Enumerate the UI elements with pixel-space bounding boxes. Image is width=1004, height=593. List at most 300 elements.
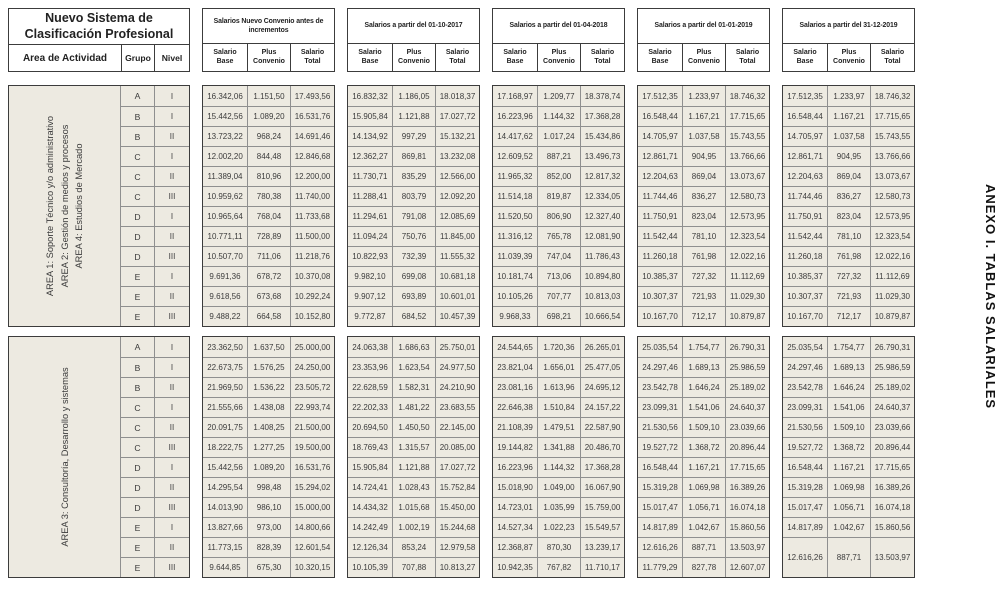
salary-cell: 24.695,12 [580,377,624,397]
salary-cell: 16.389,26 [870,477,914,497]
salary-cell: 19.144,82 [493,437,537,457]
grupo-cell: A [134,342,141,352]
salary-cell: 23.362,50 [207,342,243,352]
salary-cell: 17.715,65 [725,457,769,477]
salary-cell: 1.720,36 [537,337,580,357]
salary-cell: 11.710,17 [580,557,624,577]
salary-cell: 19.527,72 [783,437,827,457]
salary-cell: 16.342,06 [207,91,243,101]
salary-cell: 11.260,18 [638,246,682,266]
salary-cell: 10.879,87 [725,306,769,326]
salary-cell: 22.646,38 [493,397,537,417]
salary-cell: 15.442,56 [203,457,247,477]
salary-cell: 1.368,72 [682,437,725,457]
nivel-cell: II [154,166,189,186]
salary-cell: 12.204,63 [638,166,682,186]
salary-cell: 684,52 [392,306,435,326]
salary-cell: 727,32 [827,266,870,286]
salary-cell: 1.028,43 [392,477,435,497]
salary-cell: 13.503,97 [870,537,914,577]
salary-cell: 1.541,06 [682,397,725,417]
salary-cell: 819,87 [537,186,580,206]
salary-cell: 803,79 [392,186,435,206]
salary-cell: 14.434,32 [348,497,392,517]
salary-cell: 15.017,47 [638,497,682,517]
salary-cell: 1.582,31 [392,377,435,397]
salary-cell: 12.368,87 [493,537,537,557]
salary-cell: 11.786,43 [580,246,624,266]
salary-cell: 11.542,44 [783,226,827,246]
salary-cell: 16.548,44 [783,106,827,126]
salary-cell: 16.074,18 [870,497,914,517]
salary-cell: 711,06 [247,246,290,266]
classification-header-box [8,8,190,72]
salary-cell: 1.315,57 [392,437,435,457]
salary-cell: 14.295,54 [203,477,247,497]
grupo-cell: B [121,106,154,126]
salary-cell: 712,17 [827,306,870,326]
salary-cell: 16.548,44 [638,457,682,477]
salary-cell: 21.555,66 [203,397,247,417]
area-label [11,88,119,324]
salary-cell: 712,17 [682,306,725,326]
salary-cell: 10.152,80 [290,306,334,326]
salary-cell: 1.656,01 [537,357,580,377]
salary-cell: 1.035,99 [537,497,580,517]
salary-cell: 1.646,24 [682,377,725,397]
salary-cell: 1.481,22 [392,397,435,417]
salary-cell: 1.438,08 [247,397,290,417]
salary-cell: 9.644,85 [203,557,247,577]
salary-cell: 12.580,73 [725,186,769,206]
salary-group-title: Salarios Nuevo Convenio antes de incrementos [203,9,334,44]
salary-cell: 15.294,02 [290,477,334,497]
salary-group-table [782,85,915,327]
salary-group-subheader [348,44,479,71]
salary-cell: 15.752,84 [435,477,479,497]
salary-cell: 21.108,39 [493,417,537,437]
salary-cell: 20.091,75 [203,417,247,437]
salary-cell: 1.686,63 [392,337,435,357]
salary-cell: 870,30 [537,537,580,557]
salary-cell: 24.297,46 [783,357,827,377]
salary-cell: 12.022,16 [870,246,914,266]
salary-cell: 16.067,90 [580,477,624,497]
area-label-cell [9,337,121,577]
salary-cell: 21.530,56 [638,417,682,437]
salary-cell: 9.691,36 [203,266,247,286]
salary-cell: 1.049,00 [537,477,580,497]
grupo-cell: B [121,126,154,146]
nivel-cell: II [154,537,189,557]
salary-cell: 17.715,65 [870,457,914,477]
salary-cell: 869,04 [682,166,725,186]
salary-cell: 698,21 [537,306,580,326]
table-header-row [8,8,1004,72]
salary-cell: 761,98 [682,246,725,266]
salary-cell: 17.715,65 [870,106,914,126]
salary-cell: 12.609,52 [493,146,537,166]
salary-cell: 10.822,93 [348,246,392,266]
salary-cell: 21.500,00 [290,417,334,437]
salary-cell: 14.817,89 [783,517,827,537]
salary-cell: 10.292,24 [290,286,334,306]
nivel-cell: I [154,266,189,286]
salary-cell: 707,77 [537,286,580,306]
salary-cell: 19.527,72 [638,437,682,457]
salary-cell: 18.378,74 [580,86,624,106]
salary-cell: 806,90 [537,206,580,226]
salary-cell: 15.017,47 [783,497,827,517]
salary-cell: 1.509,10 [827,417,870,437]
salary-cell: 1.623,54 [392,357,435,377]
salary-cell: 853,24 [392,537,435,557]
salary-cell: 18.769,43 [348,437,392,457]
salary-cell: 1.167,21 [827,106,870,126]
salary-cell: 25.986,59 [870,357,914,377]
salary-cell: 765,78 [537,226,580,246]
salary-cell: 15.860,56 [725,517,769,537]
salary-cell: 1.069,98 [827,477,870,497]
salary-cell: 15.860,56 [870,517,914,537]
grupo-cell: E [121,266,154,286]
salary-cell: 869,81 [392,146,435,166]
salary-cell: 1.056,71 [827,497,870,517]
salary-cell: 1.089,20 [247,106,290,126]
nivel-cell: III [154,437,189,457]
salary-cell: 15.319,28 [638,477,682,497]
salary-cell: 1.167,21 [682,106,725,126]
salary-cell: 664,58 [247,306,290,326]
salary-cell: 14.724,41 [348,477,392,497]
salary-cell: 10.813,27 [435,557,479,577]
salary-cell: 836,27 [682,186,725,206]
salary-cell: 852,00 [537,166,580,186]
salary-cell: 968,24 [247,126,290,146]
grupo-cell: C [121,146,154,166]
salary-cell: 16.223,96 [493,457,537,477]
salary-cell: 10.879,87 [870,306,914,326]
salary-cell: 20.896,44 [870,437,914,457]
area-3-table-block [8,336,1004,578]
salary-cell: 22.202,33 [348,397,392,417]
salary-cell: 10.385,37 [638,266,682,286]
salary-cell: 14.134,92 [348,126,392,146]
grupo-cell: D [121,497,154,517]
salary-cell: 24.210,90 [435,377,479,397]
salary-cell: 23.683,55 [435,397,479,417]
salary-cell: 14.417,62 [493,126,537,146]
salary-cell: 16.548,44 [783,457,827,477]
salary-cell: 810,96 [247,166,290,186]
area-label-line: AREA 4: Estudios de Mercado [73,143,84,269]
salary-cell: 1.167,21 [827,457,870,477]
salary-cell: 12.323,54 [725,226,769,246]
salary-cell: 12.200,00 [290,166,334,186]
salary-cell: 12.846,68 [290,146,334,166]
salary-cell: 11.389,04 [203,166,247,186]
column-header-total: Salario Total [580,44,624,71]
classification-title: Nuevo Sistema de Clasificación Profesional [9,9,189,45]
salary-cell: 24.157,22 [580,397,624,417]
salary-cell: 10.307,37 [638,286,682,306]
salary-cell: 25.189,02 [870,377,914,397]
grupo-cell: D [121,477,154,497]
salary-group-table [637,85,770,327]
salary-cell: 1.754,77 [827,337,870,357]
salary-group-title: Salarios a partir del 01-01-2019 [638,9,769,44]
salary-cell: 13.723,22 [203,126,247,146]
salary-cell: 1.022,23 [537,517,580,537]
grupo-cell: E [121,517,154,537]
salary-cell: 16.531,76 [290,457,334,477]
salary-cell: 13.766,66 [870,146,914,166]
salary-cell: 17.715,65 [725,106,769,126]
salary-cell: 11.740,00 [290,186,334,206]
column-header-total: Salario Total [435,44,479,71]
salary-cell: 997,29 [392,126,435,146]
salary-cell: 1.450,50 [392,417,435,437]
salary-cell: 1.613,96 [537,377,580,397]
salary-cell: 781,10 [682,226,725,246]
salary-cell: 13.073,67 [870,166,914,186]
nivel-cell: I [154,397,189,417]
salary-cell: 12.573,95 [870,206,914,226]
area-label-line: AREA 1: Soporte Técnico y/o administrativo [44,115,55,297]
salary-cell: 11.555,32 [435,246,479,266]
salary-cell: 10.813,03 [580,286,624,306]
nivel-cell: III [154,557,189,577]
salary-cell: 9.488,22 [203,306,247,326]
salary-cell: 15.018,90 [493,477,537,497]
salary-group-header-box [782,8,915,72]
salary-group-title: Salarios a partir del 01-04-2018 [493,9,624,44]
salary-cell: 20.085,00 [435,437,479,457]
salary-cell: 973,00 [247,517,290,537]
salary-cell: 1.233,97 [827,86,870,106]
salary-cell: 14.800,66 [290,517,334,537]
salary-cell: 727,32 [682,266,725,286]
salary-cell: 12.002,20 [203,146,247,166]
salary-cell: 732,39 [392,246,435,266]
salary-cell: 15.450,00 [435,497,479,517]
salary-cell: 16.389,26 [725,477,769,497]
column-header-grupo: Grupo [121,45,154,71]
salary-cell: 15.759,00 [580,497,624,517]
column-header-total: Salario Total [290,44,334,71]
salary-cell: 12.323,54 [870,226,914,246]
salary-cell: 14.527,34 [493,517,537,537]
salary-cell: 1.689,13 [682,357,725,377]
column-header-area: Area de Actividad [22,52,108,64]
grupo-cell: D [121,457,154,477]
column-header-base: Salario Base [503,48,527,65]
salary-cell: 23.081,16 [493,377,537,397]
salary-cell: 13.766,66 [725,146,769,166]
salary-cell: 721,93 [682,286,725,306]
salary-cell: 11.316,12 [493,226,537,246]
salary-cell: 12.616,26 [638,537,682,557]
nivel-cell: I [154,357,189,377]
salary-cell: 14.705,97 [783,126,827,146]
salary-cell: 10.181,74 [493,266,537,286]
salary-cell: 10.105,26 [493,286,537,306]
nivel-cell: II [154,477,189,497]
salary-cell: 1.144,32 [537,457,580,477]
salary-cell: 25.035,54 [787,342,823,352]
salary-cell: 1.637,50 [247,337,290,357]
nivel-cell: II [154,126,189,146]
salary-cell: 699,08 [392,266,435,286]
nivel-cell: I [154,517,189,537]
salary-group-table [202,336,335,578]
salary-cell: 780,38 [247,186,290,206]
salary-cell: 22.993,74 [290,397,334,417]
salary-cell: 11.112,69 [870,266,914,286]
salary-cell: 673,68 [247,286,290,306]
salary-cell: 12.601,54 [290,537,334,557]
salary-cell: 18.746,32 [870,86,914,106]
salary-cell: 14.723,01 [493,497,537,517]
salary-cell: 20.694,50 [348,417,392,437]
salary-cell: 11.260,18 [783,246,827,266]
salary-cell: 13.232,08 [435,146,479,166]
grupo-cell: A [134,91,141,101]
salary-cell: 13.073,67 [725,166,769,186]
salary-group-subheader [493,44,624,71]
salary-cell: 12.573,95 [725,206,769,226]
salary-cell: 1.069,98 [682,477,725,497]
nivel-cell: III [154,246,189,266]
salary-cell: 1.186,05 [392,86,435,106]
salary-group-table [637,336,770,578]
salary-cell: 768,04 [247,206,290,226]
salary-group-subheader [203,44,334,71]
salary-cell: 17.493,56 [290,86,334,106]
salary-cell: 21.530,56 [783,417,827,437]
column-header-plus: Plus Convenio [827,44,870,71]
salary-cell: 13.239,17 [580,537,624,557]
salary-cell: 986,10 [247,497,290,517]
salary-cell: 24.063,38 [352,342,388,352]
salary-cell: 22.628,59 [348,377,392,397]
salary-cell: 835,29 [392,166,435,186]
salary-cell: 18.018,37 [435,86,479,106]
salary-cell: 15.434,86 [580,126,624,146]
salary-cell: 12.566,00 [435,166,479,186]
salary-cell: 823,04 [827,206,870,226]
salary-cell: 11.965,32 [493,166,537,186]
salary-cell: 1.017,24 [537,126,580,146]
nivel-cell: II [154,226,189,246]
salary-group-title: Salarios a partir del 31-12-2019 [783,9,914,44]
salary-cell: 1.121,88 [392,106,435,126]
annex-vertical-title: ANEXO I. TABLAS SALARIALES [983,183,998,410]
salary-cell: 1.646,24 [827,377,870,397]
grupo-cell: E [121,537,154,557]
salary-cell: 21.969,50 [203,377,247,397]
salary-cell: 11.112,69 [725,266,769,286]
salary-cell: 761,98 [827,246,870,266]
salary-cell: 869,04 [827,166,870,186]
salary-group-table [492,336,625,578]
salary-cell: 15.743,55 [870,126,914,146]
salary-cell: 14.242,49 [348,517,392,537]
area-1-2-4-table-block [8,85,1004,327]
salary-cell: 15.905,84 [348,457,392,477]
salary-cell: 23.099,31 [783,397,827,417]
salary-cell: 23.542,78 [783,377,827,397]
salary-cell: 17.168,97 [497,91,533,101]
column-header-nivel: Nivel [154,45,189,71]
salary-cell: 10.105,39 [348,557,392,577]
salary-cell: 1.151,50 [247,86,290,106]
column-header-base: Salario Base [213,48,237,65]
salary-cell: 10.457,39 [435,306,479,326]
salary-cell: 9.907,12 [348,286,392,306]
salary-group-header-box [347,8,480,72]
salary-cell: 9.772,87 [348,306,392,326]
salary-cell: 1.037,58 [827,126,870,146]
salary-cell: 23.542,78 [638,377,682,397]
grupo-cell: E [121,286,154,306]
salary-group-title: Salarios a partir del 01-10-2017 [348,9,479,44]
salary-cell: 10.370,08 [290,266,334,286]
salary-cell: 1.754,77 [682,337,725,357]
salary-cell: 1.541,06 [827,397,870,417]
salary-cell: 12.334,05 [580,186,624,206]
nivel-cell: I [154,106,189,126]
grupo-cell: E [121,306,154,326]
nivel-cell: II [154,377,189,397]
salary-group-header-box [492,8,625,72]
column-header-plus: Plus Convenio [537,44,580,71]
salary-cell: 15.442,56 [203,106,247,126]
column-header-plus: Plus Convenio [682,44,725,71]
nivel-cell: III [154,497,189,517]
salary-cell: 9.618,56 [203,286,247,306]
salary-cell: 10.942,35 [493,557,537,577]
salary-cell: 22.673,75 [203,357,247,377]
column-header-base: Salario Base [648,48,672,65]
salary-cell: 1.209,77 [537,86,580,106]
salary-cell: 1.233,97 [682,86,725,106]
salary-cell: 10.307,37 [783,286,827,306]
salary-cell: 12.616,26 [783,537,827,577]
nivel-cell: III [154,186,189,206]
salary-cell: 10.965,64 [203,206,247,226]
grupo-cell: D [121,206,154,226]
salary-group-table [202,85,335,327]
salary-cell: 11.288,41 [348,186,392,206]
salary-group-table [492,85,625,327]
salary-cell: 15.319,28 [783,477,827,497]
salary-cell: 678,72 [247,266,290,286]
salary-cell: 19.500,00 [290,437,334,457]
salary-cell: 26.265,01 [580,337,624,357]
salary-cell: 10.320,15 [290,557,334,577]
salary-cell: 1.144,32 [537,106,580,126]
salary-group-subheader [783,44,914,71]
salary-cell: 11.730,71 [348,166,392,186]
salary-cell: 10.959,62 [203,186,247,206]
salary-cell: 836,27 [827,186,870,206]
salary-cell: 11.542,44 [638,226,682,246]
salary-cell: 11.750,91 [783,206,827,226]
salary-cell: 16.531,76 [290,106,334,126]
salary-cell: 12.362,27 [348,146,392,166]
salary-cell: 12.022,16 [725,246,769,266]
